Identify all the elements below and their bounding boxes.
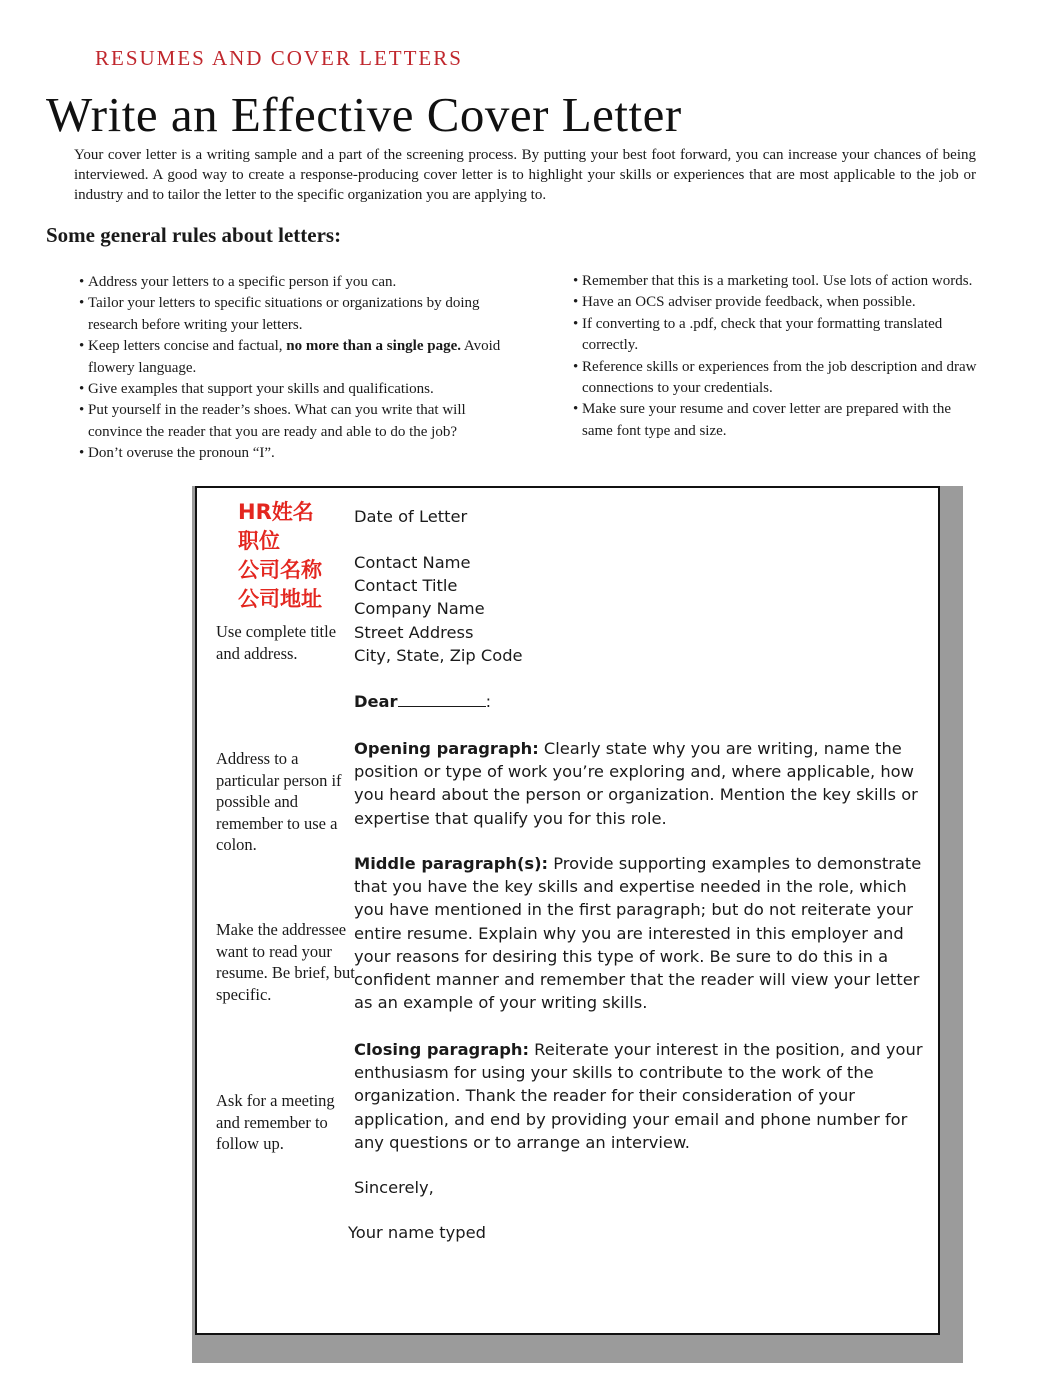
page-title: Write an Effective Cover Letter xyxy=(46,87,682,142)
section-kicker: RESUMES AND COVER LETTERS xyxy=(95,46,463,70)
letter-date: Date of Letter xyxy=(354,507,468,526)
rule-item: • Address your letters to a specific person if you can. xyxy=(79,274,397,290)
letter-signoff: Sincerely, xyxy=(354,1178,434,1197)
letter-closing-paragraph: Closing paragraph: Reiterate your interest in the position, and your enthusiasm for using your skills to contribute to the work of the organization. Thank the reader for their consideration of your application, and end by providing your email and phone number for any questions or to arrange an interview. xyxy=(354,1040,923,1152)
note-closing: Ask for a meeting and remember to follow up. xyxy=(216,1091,335,1153)
red-annotations xyxy=(238,498,322,614)
rules-list-left xyxy=(68,272,508,465)
note-salutation: Address to a particular person if possible and remember to use a colon. xyxy=(216,749,342,854)
note-middle: Make the addressee want to read your resume. Be brief, but specific. xyxy=(216,920,355,1004)
rule-item: • Tailor your letters to specific situations or organizations by doing research before writing your letters. xyxy=(79,295,480,333)
rule-item: • If converting to a .pdf, check that your formatting translated correctly. xyxy=(573,315,943,354)
letter-address-block xyxy=(354,551,929,667)
letter-signature: Your name typed xyxy=(348,1223,486,1242)
rule-item: • Don’t overuse the pronoun “I”. xyxy=(79,445,275,462)
note-address: Use complete title and address. xyxy=(216,622,337,663)
annotation-hr-name: HR姓名 xyxy=(238,500,314,524)
letter-opening-paragraph: Opening paragraph: Clearly state why you are writing, name the position or type of work you’re exploring and, where applicable, how you heard about the person or organization. Mention the key skills or expertise that qualify you for this role. xyxy=(354,739,918,828)
rule-item: • Have an OCS adviser provide feedback, when possible. xyxy=(573,294,916,311)
rule-item: • Give examples that support your skills and qualifications. xyxy=(79,381,434,398)
annotation-position: 职位 xyxy=(238,529,280,553)
rule-item: • Keep letters concise and factual, no more than a single page. Avoid flowery language. xyxy=(79,338,501,376)
salutation-blank xyxy=(398,692,486,707)
rules-heading: Some general rules about letters: xyxy=(46,223,342,247)
intro-paragraph: Your cover letter is a writing sample and a part of the screening process. By putting your best foot forward, you can increase your chances of being interviewed. A good way to create a response-producing cover letter is to highlight your skills or experiences that are most applicable to the job or industry and to tailor the letter to the specific organization you are applying to. xyxy=(74,147,976,203)
address-line: Contact Name xyxy=(354,553,471,572)
address-line: Street Address xyxy=(354,622,474,642)
rule-item: • Remember that this is a marketing tool. Use lots of action words. xyxy=(573,273,973,289)
rule-item: • Put yourself in the reader’s shoes. What can you write that will convince the reader that you are ready and able to do the job? xyxy=(79,402,466,440)
annotation-company-address: 公司地址 xyxy=(238,587,322,611)
address-line: Company Name xyxy=(354,599,485,619)
address-line: Contact Title xyxy=(354,576,458,596)
rule-item: • Make sure your resume and cover letter are prepared with the same font type and size. xyxy=(573,401,952,439)
letter-salutation: Dear : xyxy=(354,692,492,711)
annotation-company-name: 公司名称 xyxy=(238,558,322,582)
rules-list-right xyxy=(562,271,982,442)
address-line: City, State, Zip Code xyxy=(354,645,523,665)
letter-middle-paragraph: Middle paragraph(s): Provide supporting examples to demonstrate that you have the key skills and expertise needed in the role, which you have mentioned in the first paragraph; but do not reiterate your entire resume. Explain why you are interested in this employer and your reasons for desiring this type of work. Be sure to do this in a confident manner and remember that the reader will view your letter as an example of your writing skills. xyxy=(354,854,922,1013)
rule-item: • Reference skills or experiences from the job description and draw connections to your credentials. xyxy=(573,358,977,397)
